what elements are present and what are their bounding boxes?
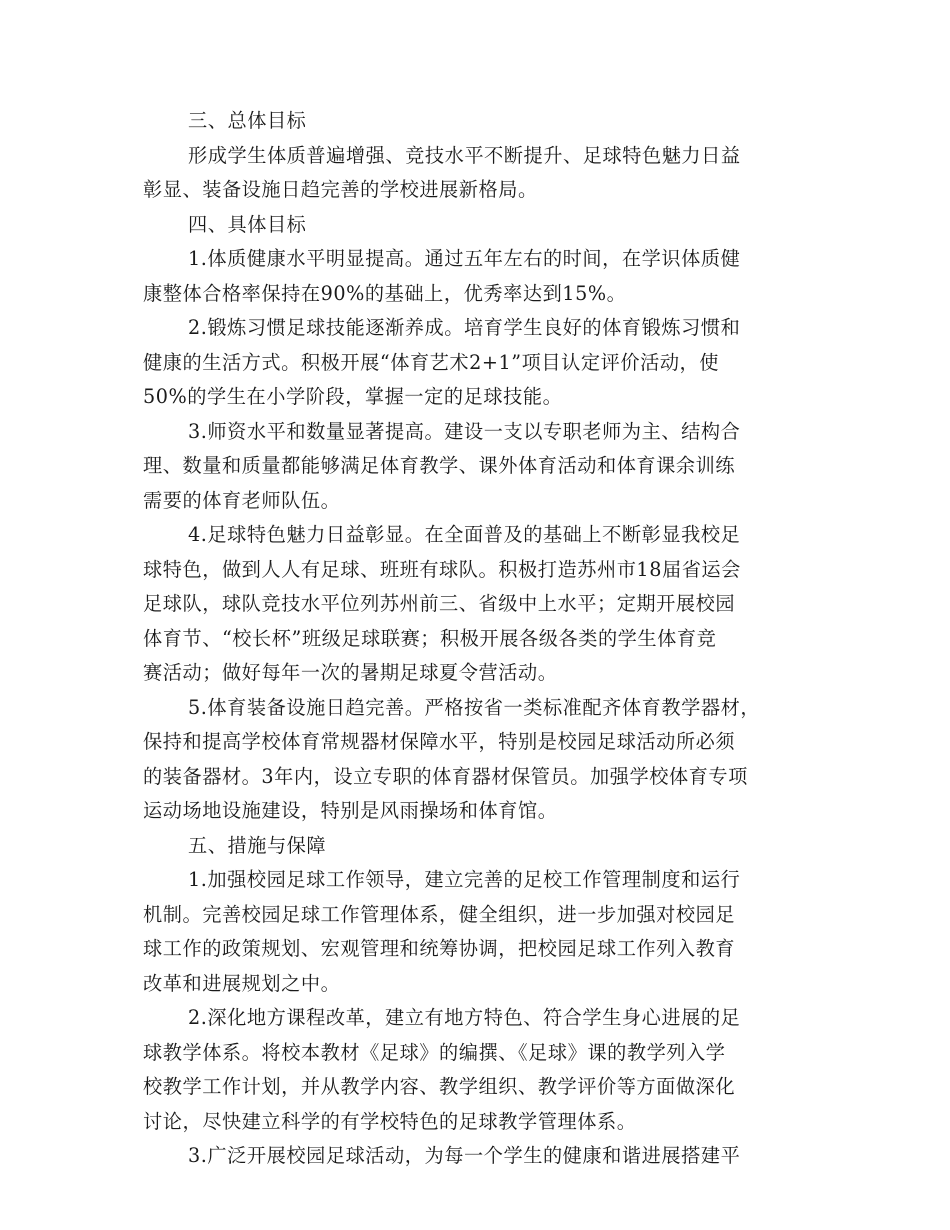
text-line: 四、具体目标 bbox=[188, 212, 307, 236]
text-line: 康整体合格率保持在90%的基础上，优秀率达到15%。 bbox=[143, 281, 627, 305]
text-line: 2.深化地方课程改革，建立有地方特色、符合学生身心进展的足 bbox=[188, 1006, 741, 1029]
text-line: 球教学体系。将校本教材《足球》的编撰、《足球》课的教学列入学 bbox=[143, 1040, 726, 1064]
text-line: 球工作的政策规划、宏观管理和统筹协调，把校园足球工作列入教育 bbox=[143, 937, 736, 960]
text-line: 4.足球特色魅力日益彰显。在全面普及的基础上不断彰显我校足 bbox=[188, 523, 741, 546]
text-line: 球特色，做到人人有足球、班班有球队。积极打造苏州市18届省运会 bbox=[143, 557, 741, 581]
text-line: 2.锻炼习惯足球技能逐渐养成。培育学生良好的体育锻炼习惯和 bbox=[188, 316, 741, 339]
text-line: 改革和进展规划之中。 bbox=[143, 971, 341, 995]
text-line: 理、数量和质量都能够满足体育教学、课外体育活动和体育课余训练 bbox=[143, 454, 736, 477]
text-line: 健康的生活方式。积极开展“体育艺术2+1”项目认定评价活动，使 bbox=[143, 350, 720, 374]
text-line: 体育节、“校长杯”班级足球联赛；积极开展各级各类的学生体育竞 bbox=[143, 626, 717, 650]
text-line: 校教学工作计划，并从教学内容、教学组织、教学评价等方面做深化 bbox=[143, 1075, 736, 1098]
text-line: 形成学生体质普遍增强、竞技水平不断提升、足球特色魅力日益 bbox=[188, 143, 741, 167]
text-line: 讨论，尽快建立科学的有学校特色的足球教学管理体系。 bbox=[143, 1109, 637, 1133]
text-line: 1.加强校园足球工作领导，建立完善的足校工作管理制度和运行 bbox=[188, 868, 741, 891]
text-line: 5.体育装备设施日趋完善。严格按省一类标准配齐体育教学器材， bbox=[188, 695, 761, 719]
text-line: 的装备器材。3年内，设立专职的体育器材保管员。加强学校体育专项 bbox=[143, 764, 748, 788]
text-line: 彰显、装备设施日趋完善的学校进展新格局。 bbox=[143, 178, 538, 201]
text-line: 足球队，球队竞技水平位列苏州前三、省级中上水平；定期开展校园 bbox=[143, 592, 736, 615]
text-line: 3.广泛开展校园足球活动，为每一个学生的健康和谐进展搭建平 bbox=[188, 1144, 741, 1167]
text-line: 赛活动；做好每年一次的暑期足球夏令营活动。 bbox=[143, 661, 558, 684]
text-line: 需要的体育老师队伍。 bbox=[143, 488, 341, 512]
text-line: 50%的学生在小学阶段，掌握一定的足球技能。 bbox=[143, 385, 563, 408]
text-line: 五、措施与保障 bbox=[188, 833, 327, 857]
text-line: 三、总体目标 bbox=[188, 109, 307, 132]
text-line: 机制。完善校园足球工作管理体系，健全组织，进一步加强对校园足 bbox=[143, 902, 736, 926]
document-body bbox=[143, 104, 803, 1174]
text-line: 保持和提高学校体育常规器材保障水平，特别是校园足球活动所必须 bbox=[143, 730, 736, 753]
text-line: 1.体质健康水平明显提高。通过五年左右的时间，在学识体质健 bbox=[188, 247, 741, 270]
text-line: 3.师资水平和数量显著提高。建设一支以专职老师为主、结构合 bbox=[188, 419, 741, 443]
text-line: 运动场地设施建设，特别是风雨操场和体育馆。 bbox=[143, 799, 558, 822]
